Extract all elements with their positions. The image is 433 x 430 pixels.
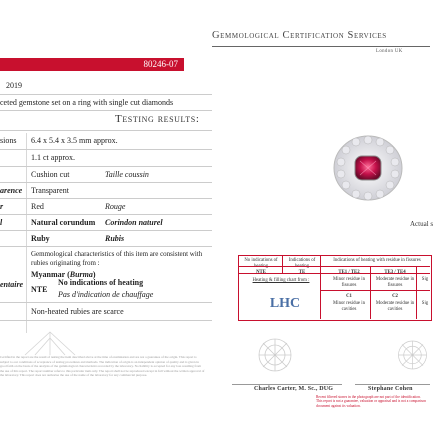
variety-value: Ruby (31, 234, 50, 243)
origin-close: ) (92, 270, 96, 279)
disclaimer-red: Recent filtered stones in the photograph are not part of the identification. This report is not a guarantee, valuation or appraisal and is not a comparison document against its valuation. (316, 395, 426, 408)
item-description: ceted gemstone set on a ring with single cut diamonds (0, 98, 174, 107)
table-divider (282, 255, 283, 273)
row-label: l (0, 218, 3, 227)
legal-fine-print: Certified in the report are the result of testing the item described above at the time of examination and are not a guarantee of the origin. This report is subject to our conditions of acceptance of testing procedures and methods. The indication of origin is an independent opinion of quality and is given in good faith on the basis of the analysis of the gemmological characteristics recorded by the laboratory. No liability is accepted for any loss resulting from the use of this report. The report number refers to this particular item only. The report shall not be reproduced except in full without the written approval of the laboratory. This report does not authorise the use of the name of the laboratory for any commercial purpose. (0, 355, 205, 378)
certificate-date: 2019 (6, 81, 22, 90)
gemmological-text: rubies originating from : (31, 259, 100, 267)
cavity-code-desc: Moderate residue in cavities (375, 301, 415, 312)
heating-code-te: TE (298, 270, 306, 275)
color-value-fr: Rouge (105, 202, 126, 211)
signature-line (355, 384, 430, 385)
divider (0, 94, 212, 95)
table-divider (238, 273, 430, 274)
heating-code-desc: Moderate residue in fissures (375, 277, 415, 288)
cut-value: Cushion cut (31, 170, 70, 179)
row-label: sions (0, 136, 17, 145)
variety-value-fr: Rubis (105, 234, 125, 243)
heating-code: TE3 / TE4 (384, 270, 406, 275)
heating-code-desc: Minor residue in fissures (333, 277, 365, 288)
actual-size-caption: Actual s (410, 220, 433, 228)
heating-col-header: Indications of heating (288, 258, 316, 269)
divider (0, 182, 212, 183)
dimensions-value: 6.4 x 5.4 x 3.5 mm approx. (31, 136, 118, 145)
heating-code: TE1 / TE2 (338, 270, 360, 275)
diamond-watermark (395, 335, 430, 375)
gemmological-text: Gemmological characteristics of this item are consistent with (31, 250, 203, 258)
signatory-left: Charles Carter, M. Sc., DUG (254, 386, 334, 392)
cavity-code: C1 (346, 294, 352, 299)
table-divider (320, 290, 430, 291)
origin-alt-name: Burma (69, 270, 93, 279)
divider (0, 149, 212, 150)
heating-result-en: No indications of heating (58, 278, 144, 287)
transparency-value: Transparent (31, 186, 69, 195)
testing-results-title: Testing results: (115, 113, 200, 125)
rarity-note: Non-heated rubies are scarce (31, 307, 124, 316)
cut-value-fr: Taille coussin (105, 170, 149, 179)
heating-chart-label: Heating & filling chart from : (252, 278, 310, 283)
signatory-right: Stephane Cohen (368, 386, 413, 392)
diamond-watermark (255, 335, 295, 375)
heating-chart-table (238, 255, 432, 321)
divider (0, 198, 212, 199)
lhc-logo-text: LHC (269, 296, 301, 311)
divider (0, 130, 212, 131)
divider (0, 166, 212, 167)
species-value: Natural corundum (31, 218, 96, 227)
company-location: London UK (376, 49, 403, 54)
cavity-code: C2 (392, 294, 398, 299)
divider (0, 302, 212, 303)
heating-code: NTE (31, 285, 48, 294)
divider (0, 320, 212, 321)
row-label: arence (0, 186, 23, 195)
heating-code-nte: NTE (256, 270, 266, 275)
species-value-fr: Corindon naturel (105, 218, 163, 227)
table-divider (320, 255, 321, 319)
heating-result-fr: Pas d'indication de chauffage (58, 290, 154, 299)
table-divider (416, 266, 417, 319)
signature-line (232, 384, 342, 385)
table-divider (26, 133, 27, 333)
certificate-number-bar (0, 58, 184, 71)
divider (0, 230, 212, 231)
heating-col-header: No indications of heating (244, 258, 278, 269)
diamond-watermark (20, 330, 80, 355)
ruby-ring-image (328, 128, 408, 208)
lhc-logo (270, 292, 300, 312)
heating-code-desc: Sig (421, 277, 429, 282)
origin-country: Myanmar ( (31, 270, 70, 279)
heating-col-header: Indications of heating with residue in fissures (333, 258, 421, 263)
divider (0, 214, 212, 215)
certificate-number: 80246-07 (143, 59, 178, 69)
company-name: Gemmological Certification Services (212, 30, 387, 41)
weight-value: 1.1 ct approx. (31, 153, 75, 162)
table-divider (370, 266, 371, 319)
cavity-code-desc: Sig (421, 301, 429, 306)
table-divider (238, 266, 430, 267)
divider (0, 246, 212, 247)
comment-label: entaire (0, 280, 24, 289)
row-label: r (0, 202, 4, 211)
header-divider (212, 46, 430, 47)
cavity-code-desc: Minor residue in cavities (333, 301, 365, 312)
divider (0, 110, 212, 111)
color-value: Red (31, 202, 44, 211)
